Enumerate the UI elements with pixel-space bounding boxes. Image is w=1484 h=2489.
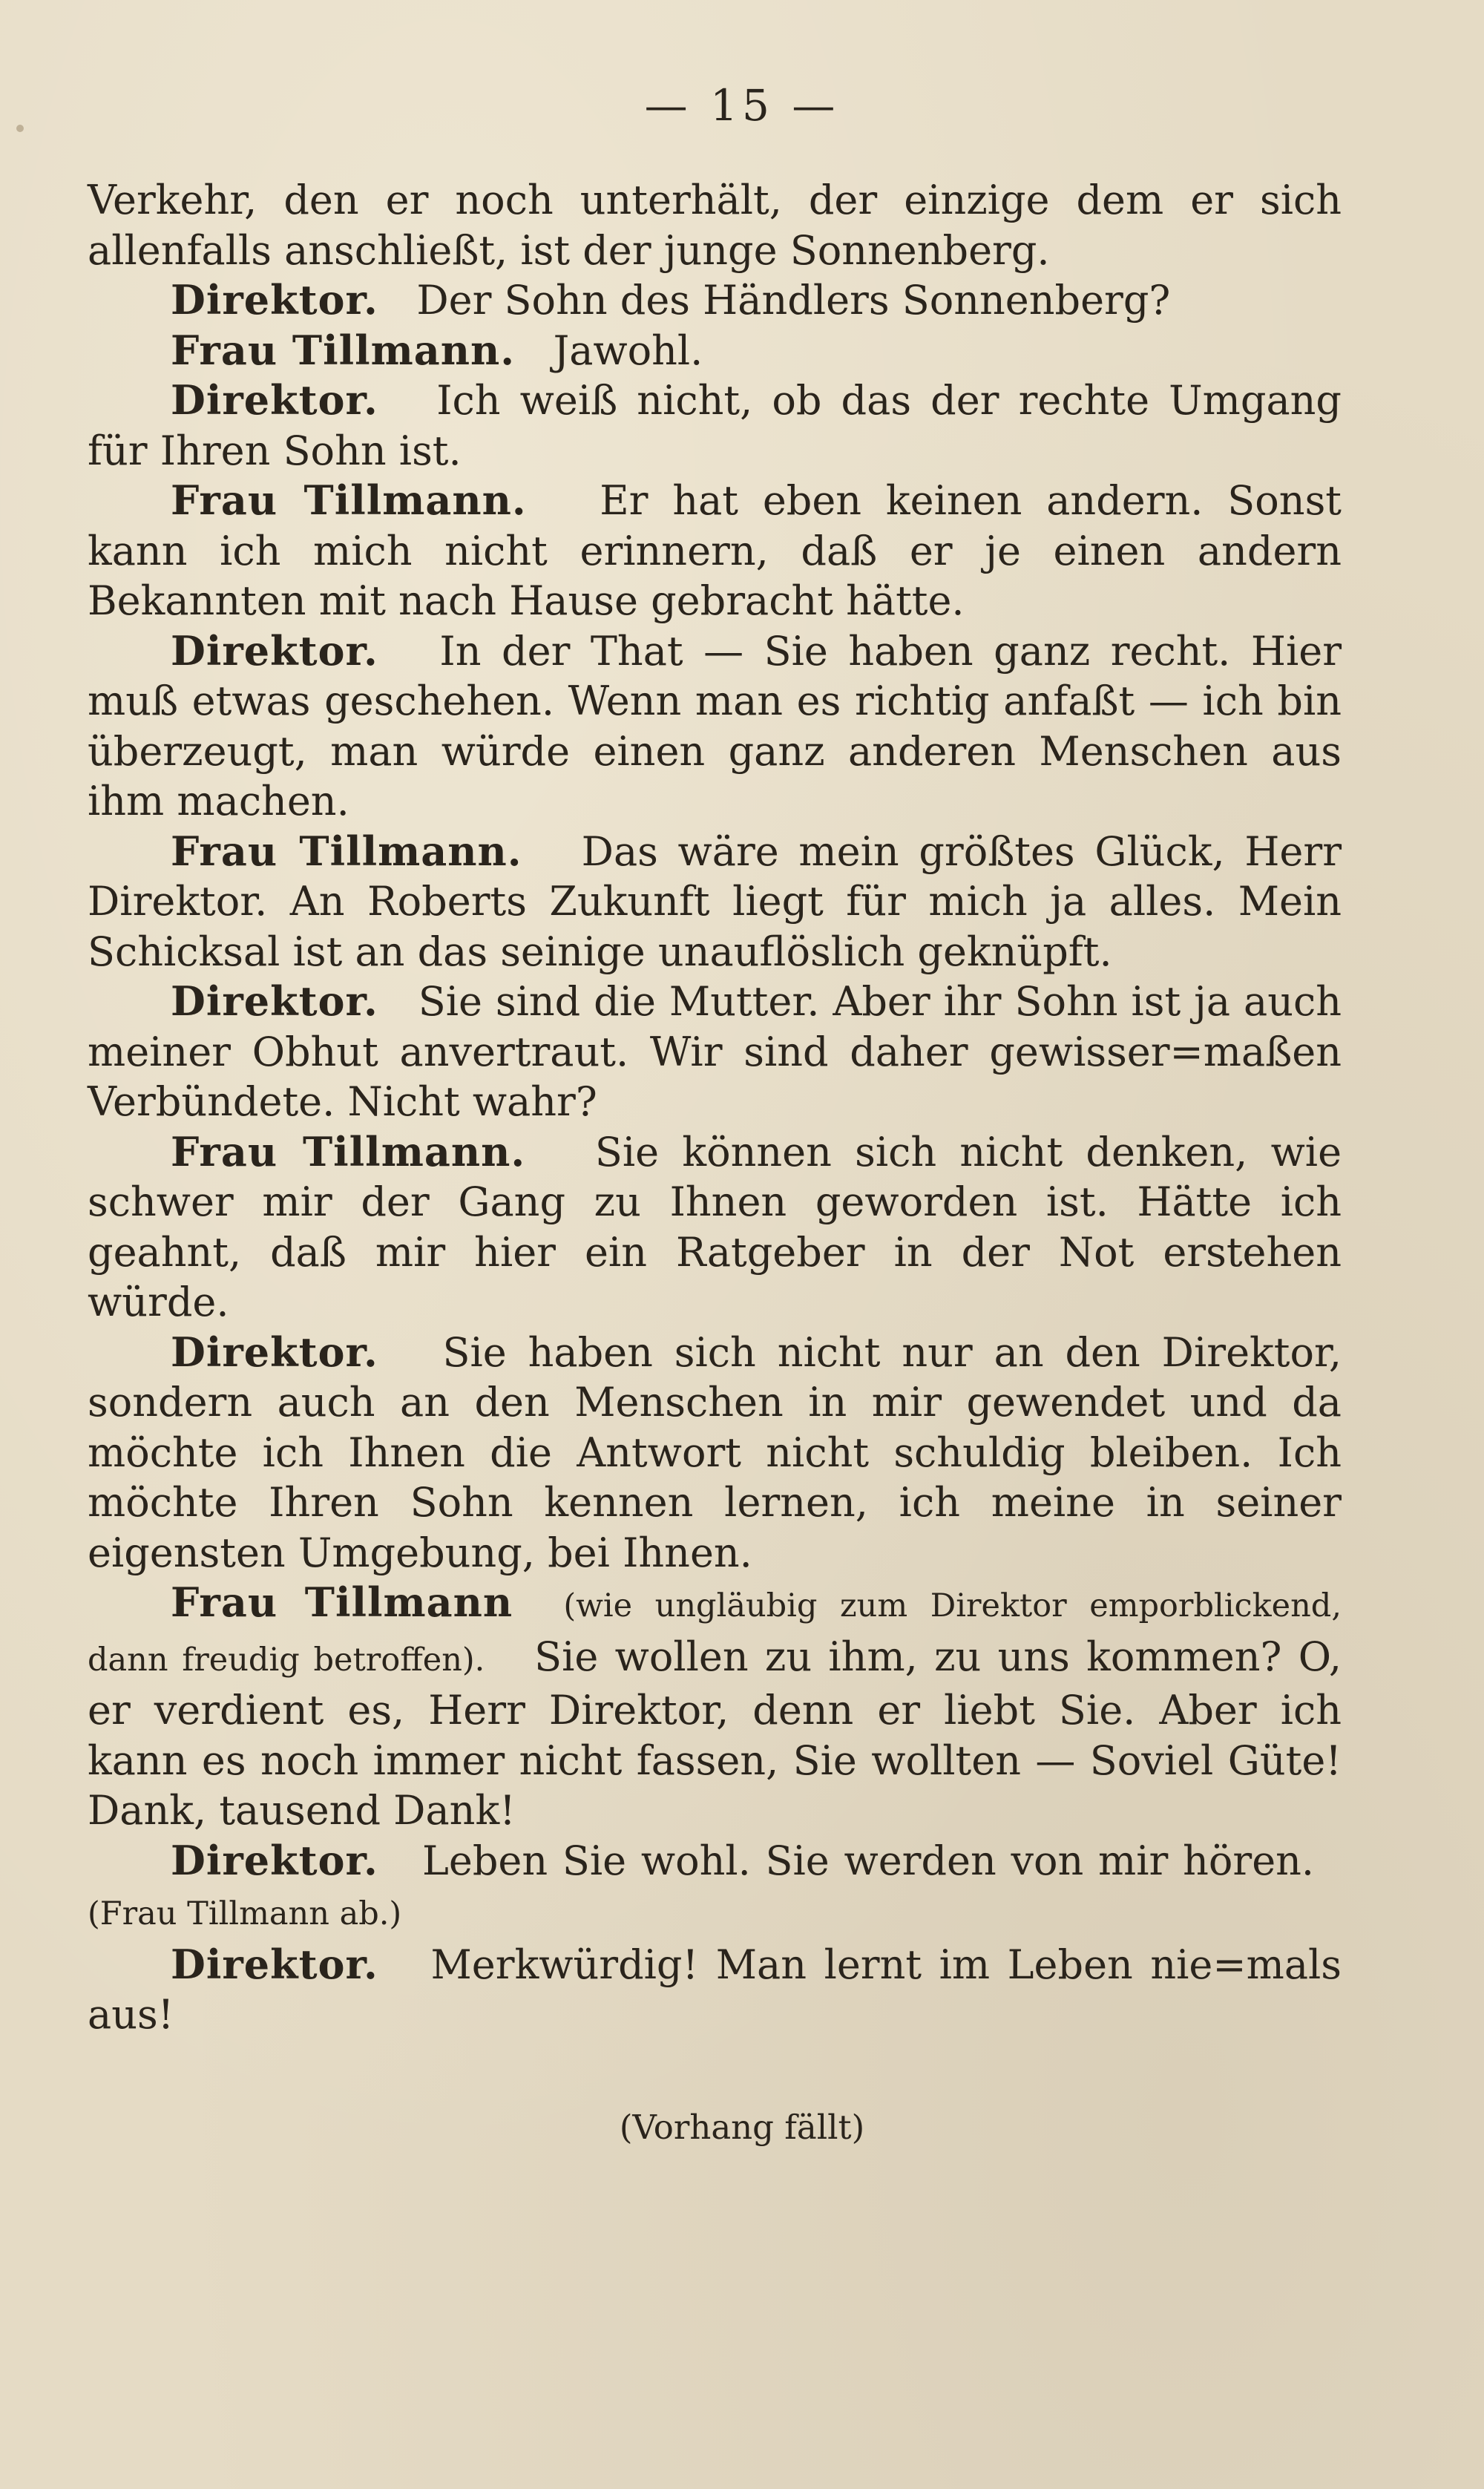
closing-stage-direction: (Vorhang fällt) — [619, 2108, 865, 2147]
dialogue-text — [88, 175, 1342, 2040]
speaker-name: Direktor. — [171, 1940, 378, 1988]
speaker-name: Direktor. — [171, 977, 378, 1025]
speaker-name: Direktor. — [171, 626, 378, 675]
dialogue-line: Ich weiß nicht, ob das der rechte Umgang für Ihren Sohn ist. — [88, 377, 1342, 474]
dialogue-line: Leben Sie wohl. Sie werden von mir hören. — [422, 1837, 1315, 1884]
speaker-name: Frau Tillmann. — [171, 1127, 526, 1175]
stage-direction: (wie ungläubig zum Direktor emporblickend, dann freudig betroffen). — [88, 1587, 1342, 1679]
dialogue-paragraph — [88, 275, 1342, 326]
dialogue-line: Er hat eben keinen andern. Sonst kann ich mich nicht erinnern, daß er je einen andern Bekannten mit nach Hause gebracht hätte. — [88, 477, 1342, 624]
dialogue-paragraph — [88, 326, 1342, 376]
dialogue-line: Jawohl. — [553, 327, 703, 374]
dialogue-paragraph — [88, 476, 1342, 626]
speaker-name: Direktor. — [171, 376, 378, 424]
dialogue-paragraph — [88, 1328, 1342, 1578]
speaker-name: Frau Tillmann — [171, 1578, 513, 1626]
dialogue-paragraph — [88, 1940, 1342, 2040]
speaker-name: Frau Tillmann. — [171, 827, 522, 875]
dialogue-paragraph — [88, 827, 1342, 977]
dialogue-line: Das wäre mein größtes Glück, Herr Direktor. An Roberts Zukunft liegt für mich ja alles. Mein Schicksal ist an das seinige unauflöslich geknüpft. — [88, 827, 1342, 975]
dialogue-line: Der Sohn des Händlers Sonnenberg? — [416, 277, 1171, 324]
speaker-name: Frau Tillmann. — [171, 326, 516, 374]
speaker-name: Frau Tillmann. — [171, 476, 527, 524]
dialogue-paragraph — [88, 1578, 1342, 1836]
dialogue-paragraph — [88, 1836, 1342, 1940]
dialogue-line: Merkwürdig! Man lernt im Leben nie=mals aus! — [88, 1941, 1342, 2038]
dialogue-paragraph — [88, 977, 1342, 1127]
dialogue-line: Sie können sich nicht denken, wie schwer mir der Gang zu Ihnen geworden ist. Hätte ich geahnt, daß mir hier ein Ratgeber in der Not erstehen würde. — [88, 1128, 1342, 1325]
dialogue-line: Sie wollen zu ihm, zu uns kommen? O, er verdient es, Herr Direktor, denn er liebt Sie. Aber ich kann es noch immer nicht fassen, Sie wollten — Soviel Güte! Dank, tausend Dank! — [88, 1633, 1342, 1834]
dialogue-line: In der That — Sie haben ganz recht. Hier muß etwas geschehen. Wenn man es richtig anfaßt — ich bin überzeugt, man würde einen ganz anderen Menschen aus ihm machen. — [88, 627, 1342, 824]
dialogue-line: Verkehr, den er noch unterhält, der einzige dem er sich allenfalls anschließt, ist der junge Sonnenberg. — [88, 177, 1342, 274]
stage-direction: (Frau Tillmann ab.) — [88, 1895, 402, 1932]
speaker-name: Direktor. — [171, 1836, 378, 1884]
dialogue-paragraph — [88, 1127, 1342, 1328]
dialogue-line: Sie sind die Mutter. Aber ihr Sohn ist ja auch meiner Obhut anvertraut. Wir sind daher gewisser=maßen Verbündete. Nicht wahr? — [88, 978, 1342, 1125]
speaker-name: Direktor. — [171, 276, 378, 324]
dialogue-paragraph — [88, 626, 1342, 827]
page-number: — 15 — — [644, 80, 840, 131]
dialogue-line: Sie haben sich nicht nur an den Direktor, sondern auch an den Menschen in mir gewendet und da möchte ich Ihnen die Antwort nicht schuldig bleiben. Ich möchte Ihren Sohn kennen lernen, ich meine in seiner eigensten Umgebung, bei Ihnen. — [88, 1328, 1342, 1576]
dialogue-paragraph — [88, 376, 1342, 476]
speaker-name: Direktor. — [171, 1328, 378, 1376]
dialogue-paragraph — [88, 175, 1342, 275]
